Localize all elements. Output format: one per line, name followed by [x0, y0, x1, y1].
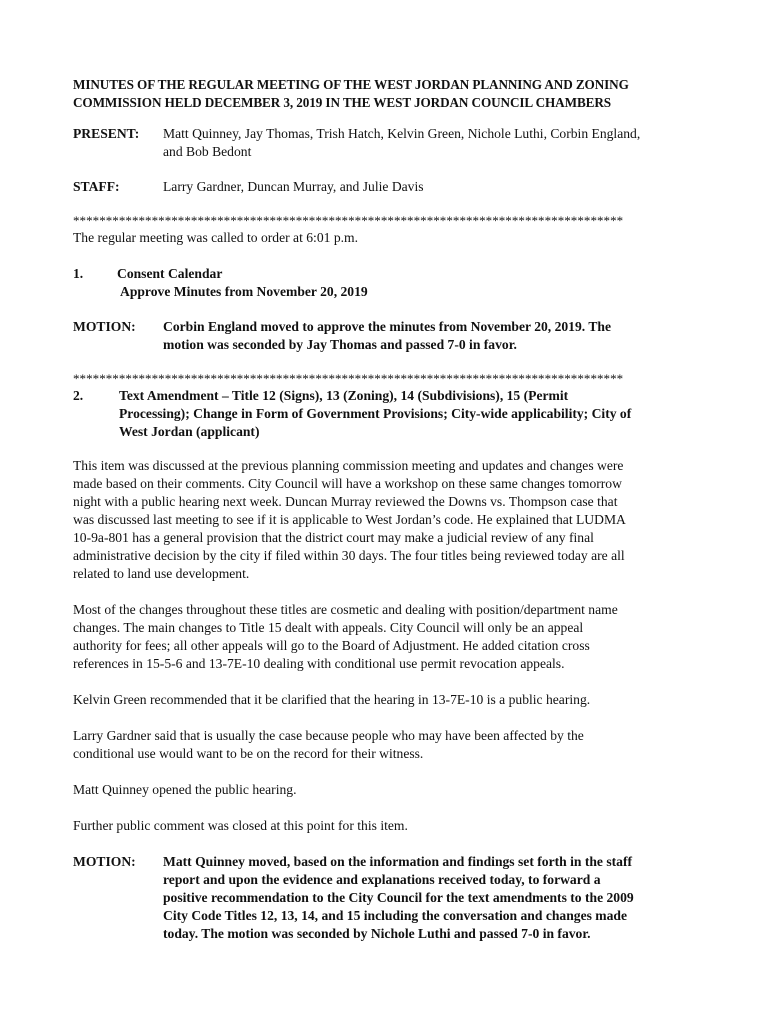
motion-line: positive recommendation to the City Council for the text amendments to the 2009: [163, 890, 634, 905]
item-2-number: 2.: [73, 388, 84, 403]
paragraph: [73, 601, 701, 673]
paragraph-line: 10-9a-801 has a general provision that the district court may make a judicial review of any final: [73, 530, 594, 545]
motion-line: report and upon the evidence and explanations received today, to forward a: [163, 872, 601, 887]
item-1-title: Consent Calendar: [117, 266, 223, 281]
item-2-heading-line: Text Amendment – Title 12 (Signs), 13 (Zoning), 14 (Subdivisions), 15 (Permit: [119, 388, 569, 403]
paragraph: Further public comment was closed at this point for this item.: [73, 818, 408, 833]
item-2-heading-line: Processing); Change in Form of Government Provisions; City-wide applicability; City of: [119, 406, 632, 421]
item-2-heading-line: West Jordan (applicant): [119, 424, 260, 439]
paragraph: Matt Quinney opened the public hearing.: [73, 782, 297, 797]
paragraph-line: Larry Gardner said that is usually the case because people who may have been affected by the: [73, 728, 584, 743]
paragraph-line: made based on their comments. City Council will have a workshop on these same changes tomorrow: [73, 476, 622, 491]
paragraph-line: authority for fees; all other appeals will go to the Board of Adjustment. He added citation cross: [73, 638, 590, 653]
paragraph-line: night with a public hearing next week. Duncan Murray reviewed the Downs vs. Thompson case that: [73, 494, 618, 509]
staff-label: STAFF:: [73, 179, 120, 194]
paragraph-line: This item was discussed at the previous planning commission meeting and updates and changes were: [73, 458, 624, 473]
paragraph-line: related to land use development.: [73, 566, 250, 581]
call-to-order: The regular meeting was called to order at 6:01 p.m.: [73, 230, 358, 245]
paragraph-line: was discussed last meeting to see if it is applicable to West Jordan’s code. He explained that LUDMA: [73, 512, 626, 527]
item-2-heading-text: [119, 387, 701, 441]
motion-text: [163, 318, 701, 354]
present-line: Matt Quinney, Jay Thomas, Trish Hatch, Kelvin Green, Nichole Luthi, Corbin England,: [163, 126, 641, 141]
paragraph-line: conditional use would want to be on the record for their witness.: [73, 746, 424, 761]
item-1-heading-text: [117, 265, 701, 301]
paragraph: Kelvin Green recommended that it be clarified that the hearing in 13-7E-10 is a public hearing.: [73, 692, 591, 707]
item-1-motion: [73, 318, 701, 354]
present-row: [73, 125, 701, 161]
item-2-motion: [73, 853, 701, 943]
item-1-heading: [73, 265, 701, 301]
document-content: [73, 76, 701, 943]
motion-label: MOTION:: [73, 319, 136, 334]
paragraph: [73, 457, 701, 583]
present-line: and Bob Bedont: [163, 144, 252, 159]
staff-value: Larry Gardner, Duncan Murray, and Julie Davis: [163, 179, 424, 194]
motion-line: Corbin England moved to approve the minutes from November 20, 2019. The: [163, 319, 611, 334]
paragraph-line: changes. The main changes to Title 15 dealt with appeals. City Council will only be an appeal: [73, 620, 584, 635]
motion-line: Matt Quinney moved, based on the information and findings set forth in the staff: [163, 854, 633, 869]
motion-line: motion was seconded by Jay Thomas and passed 7-0 in favor.: [163, 337, 517, 352]
motion-line: City Code Titles 12, 13, 14, and 15 including the conversation and changes made: [163, 908, 627, 923]
paragraph-line: Most of the changes throughout these titles are cosmetic and dealing with position/department name: [73, 602, 618, 617]
paragraph: [73, 727, 701, 763]
paragraph-line: references in 15-5-6 and 13-7E-10 dealing with conditional use permit revocation appeals.: [73, 656, 565, 671]
motion-line: today. The motion was seconded by Nichole Luthi and passed 7-0 in favor.: [163, 926, 591, 941]
item-1-number: 1.: [73, 266, 84, 281]
motion-label: MOTION:: [73, 854, 136, 869]
title-line: COMMISSION HELD DECEMBER 3, 2019 IN THE WEST JORDAN COUNCIL CHAMBERS: [73, 95, 612, 110]
title-line: MINUTES OF THE REGULAR MEETING OF THE WEST JORDAN PLANNING AND ZONING: [73, 77, 629, 92]
document-title: [73, 76, 701, 112]
item-2-heading: [73, 387, 701, 441]
separator-line: ************************************************************************************: [73, 371, 624, 386]
paragraph-line: administrative decision by the city if filed within 30 days. The four titles being reviewed today are all: [73, 548, 625, 563]
present-value: [163, 125, 701, 161]
present-label: PRESENT:: [73, 126, 140, 141]
item-1-subtitle: Approve Minutes from November 20, 2019: [120, 284, 368, 299]
staff-row: [73, 178, 701, 196]
separator-line: ************************************************************************************: [73, 213, 624, 228]
motion-text: [163, 853, 701, 943]
